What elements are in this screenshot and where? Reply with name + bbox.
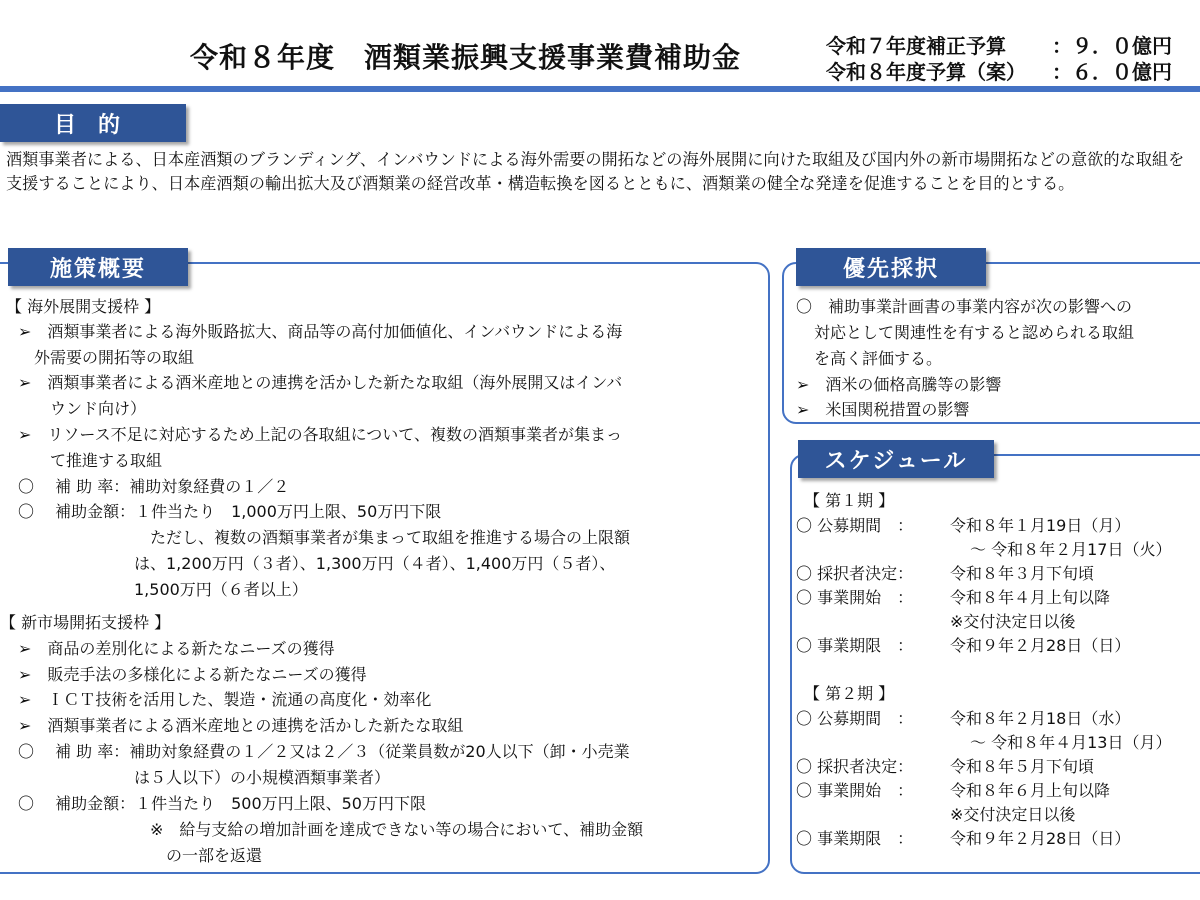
schedule-value: 令和８年４月上旬以降 (950, 588, 1111, 607)
schedule-heading: スケジュール (798, 440, 994, 478)
subsidy-note: の一部を返還 (166, 846, 263, 865)
schedule-label: 〇 事業期限 ： (796, 829, 914, 848)
overview-item: ➢ リソース不足に対応するため上記の各取組について、複数の酒類事業者が集まっ (18, 425, 622, 444)
schedule-value: 令和９年２月28日（日） (950, 636, 1131, 655)
overview-item: ➢ 酒類事業者による酒米産地との連携を活かした新たな取組 (18, 716, 464, 735)
subsidy-note: は、1,200万円（３者）、1,300万円（４者）、1,400万円（５者）、 (134, 554, 616, 573)
priority-item: 〇 補助事業計画書の事業内容が次の影響への (796, 297, 1133, 316)
budget-label: 令和７年度補正予算 (826, 34, 1006, 58)
subsidy-rate-cont: は５人以下）の小規模酒類事業者） (134, 768, 391, 787)
overview-item: ➢ 酒類事業者による酒米産地との連携を活かした新たな取組（海外展開又はインバ (18, 373, 623, 392)
subsidy-note: ※ 給与支給の増加計画を達成できない等の場合において、補助金額 (150, 820, 644, 839)
schedule-label: 〇 採択者決定： (796, 564, 914, 583)
budget-value: ：９．０億円 (1052, 34, 1172, 58)
schedule-label: 〇 事業期限 ： (796, 636, 914, 655)
schedule-note: ※交付決定日以後 (950, 612, 1076, 631)
purpose-heading: 目的 (0, 104, 186, 142)
schedule-label: 〇 採択者決定： (796, 757, 914, 776)
subsidy-amount: 〇 補助金額：１件当たり 1,000万円上限、50万円下限 (18, 502, 442, 521)
priority-item-cont: 対応として関連性を有すると認められる取組 (814, 323, 1135, 342)
overview-item-cont: 外需要の開拓等の取組 (34, 348, 195, 367)
phase-1-title: 【 第１期 】 (804, 491, 895, 510)
budget-row-supplementary (826, 30, 1172, 59)
overview-item: ➢ 商品の差別化による新たなニーズの獲得 (18, 639, 335, 658)
subsidy-rate: 〇 補 助 率：補助対象経費の１／２又は２／３（従業員数が20人以下（卸・小売業 (18, 742, 630, 761)
overseas-frame-title: 【 海外展開支援枠 】 (6, 297, 161, 316)
priority-heading: 優先採択 (796, 248, 986, 286)
overview-item: ➢ ＩＣＴ技術を活用した、製造・流通の高度化・効率化 (18, 690, 432, 709)
budget-row-draft (826, 56, 1172, 85)
purpose-text: 酒類事業者による、日本産酒類のブランディング、インバウンドによる海外需要の開拓などの海外展開に向けた取組及び国内外の新市場開拓などの意欲的な取組を支援することにより、日本産酒類の輸出拡大及び酒類業の経営改革・構造転換を図るとともに、酒類業の健全な発達を促進することを目的とする。 (6, 150, 1185, 193)
subsidy-amount: 〇 補助金額：１件当たり 500万円上限、50万円下限 (18, 794, 426, 813)
schedule-value: 令和８年５月下旬頃 (950, 757, 1095, 776)
schedule-label: 〇 公募期間 ： (796, 709, 914, 728)
schedule-label: 〇 公募期間 ： (796, 516, 914, 535)
new-market-frame-title: 【 新市場開拓支援枠 】 (0, 613, 171, 632)
schedule-value: ～ 令和８年２月17日（火） (970, 540, 1172, 559)
priority-impact: ➢ 酒米の価格高騰等の影響 (796, 375, 1002, 394)
overview-heading: 施策概要 (8, 248, 188, 286)
overview-item-cont: ウンド向け） (50, 399, 147, 418)
schedule-value: ～ 令和８年４月13日（月） (970, 733, 1172, 752)
schedule-value: 令和８年２月18日（水） (950, 709, 1131, 728)
overview-item: ➢ 販売手法の多様化による新たなニーズの獲得 (18, 665, 367, 684)
phase-2-title: 【 第２期 】 (804, 684, 895, 703)
subsidy-note: 1,500万円（６者以上） (134, 580, 308, 599)
priority-item-cont: を高く評価する。 (814, 349, 943, 368)
schedule-label: 〇 事業開始 ： (796, 588, 914, 607)
schedule-value: 令和９年２月28日（日） (950, 829, 1131, 848)
subsidy-note: ただし、複数の酒類事業者が集まって取組を推進する場合の上限額 (150, 528, 631, 547)
budget-label: 令和８年度予算（案） (826, 60, 1026, 84)
overview-item: ➢ 酒類事業者による海外販路拡大、商品等の高付加価値化、インバウンドによる海 (18, 322, 623, 341)
schedule-value: 令和８年３月下旬頃 (950, 564, 1095, 583)
header-divider (0, 86, 1200, 92)
priority-impact: ➢ 米国関税措置の影響 (796, 400, 970, 419)
schedule-label: 〇 事業開始 ： (796, 781, 914, 800)
schedule-note: ※交付決定日以後 (950, 805, 1076, 824)
page-title: 令和８年度 酒類業振興支援事業費補助金 (190, 41, 742, 74)
schedule-value: 令和８年１月19日（月） (950, 516, 1131, 535)
schedule-value: 令和８年６月上旬以降 (950, 781, 1111, 800)
overview-item-cont: て推進する取組 (50, 451, 163, 470)
subsidy-rate: 〇 補 助 率：補助対象経費の１／２ (18, 477, 290, 496)
budget-value: ：６．０億円 (1052, 60, 1172, 84)
